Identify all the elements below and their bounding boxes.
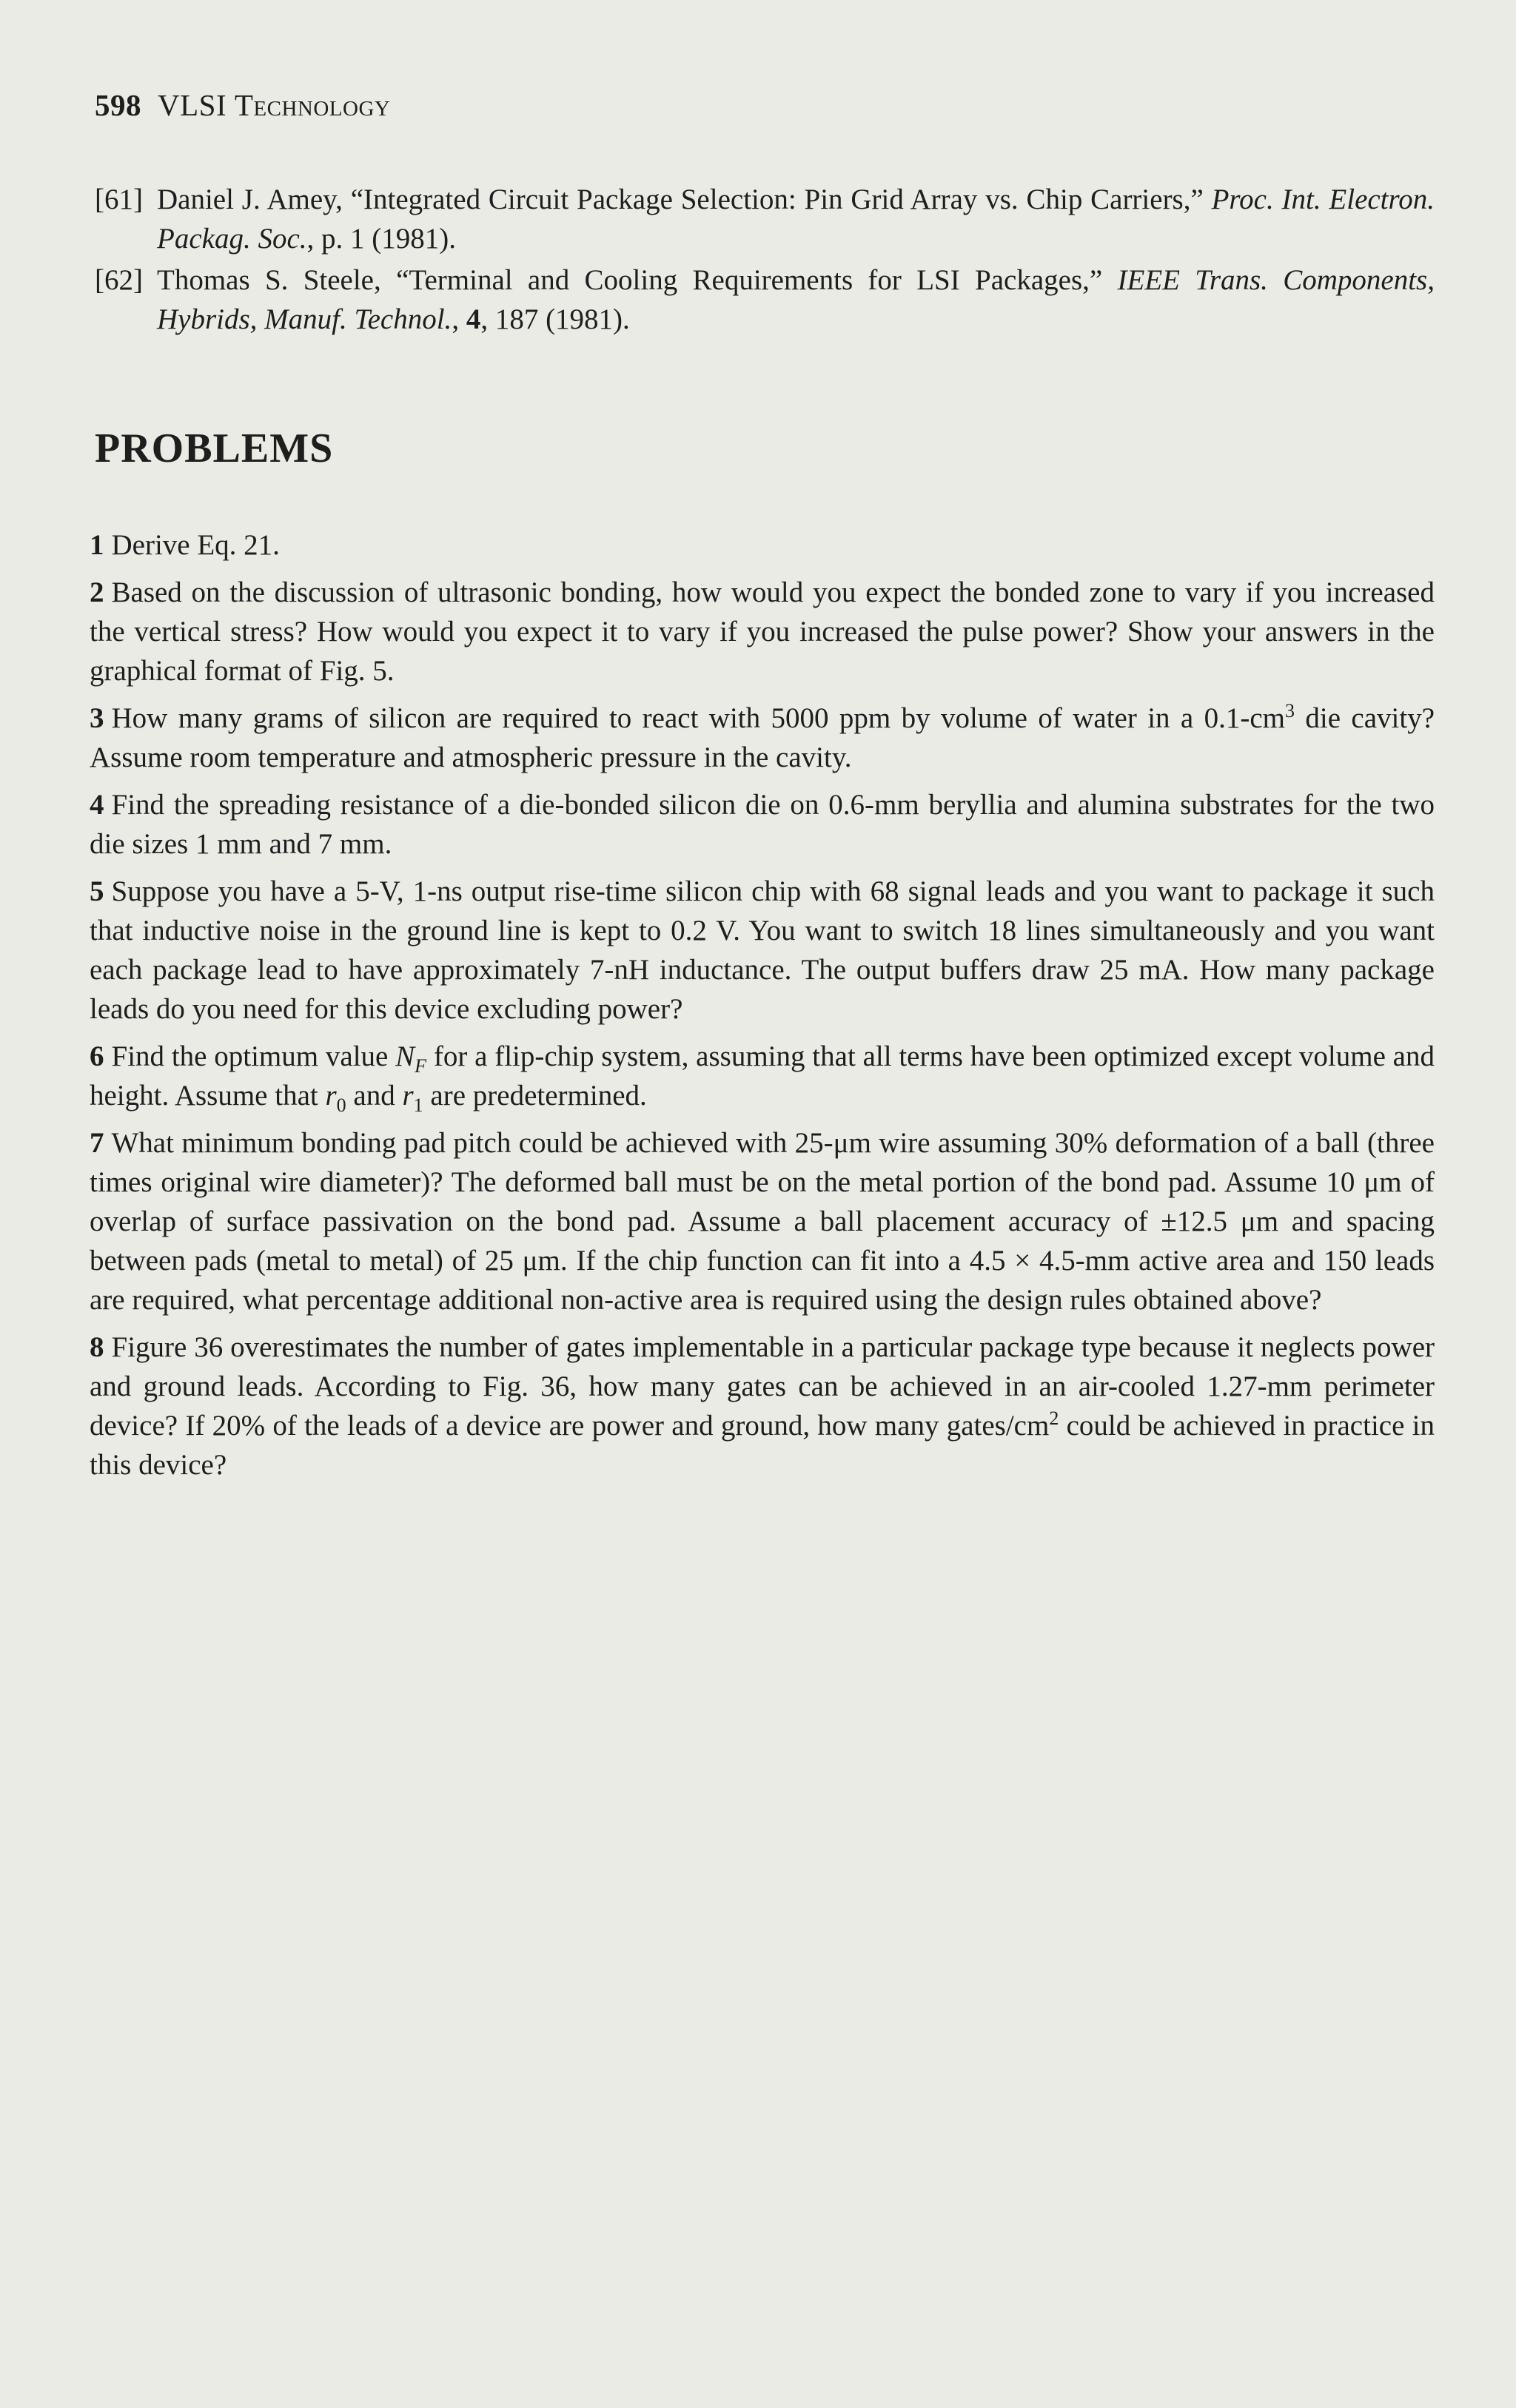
variable-r: r xyxy=(325,1080,337,1111)
reference-details: , 187 (1981). xyxy=(480,303,630,335)
reference-number: [62] xyxy=(95,264,143,296)
running-head xyxy=(95,87,390,123)
reference-title: “Integrated Circuit Package Selection: Pin Grid Array vs. Chip Carriers,” xyxy=(350,184,1204,215)
variable-n: N xyxy=(395,1040,415,1072)
problem-text-cont: and xyxy=(346,1080,403,1111)
subscript-1: 1 xyxy=(413,1094,423,1116)
problem-number: 2 xyxy=(90,576,104,608)
problem-text: How many grams of silicon are required to react with 5000 ppm by volume of water in a 0.1-cm xyxy=(111,702,1285,734)
problem-text: Find the optimum value xyxy=(111,1040,396,1072)
problem-text-cont: die cavity? Assume room temperature and atmospheric pressure in the cavity. xyxy=(90,702,1435,773)
reference-number: [61] xyxy=(95,184,143,215)
problem-text: Derive Eq. 21. xyxy=(111,529,280,561)
reference-61 xyxy=(95,180,1435,258)
page-number: 598 xyxy=(95,88,141,122)
problem-5 xyxy=(90,872,1435,1029)
problem-text: Figure 36 overestimates the number of gates implementable in a particular package type because it neglects power and ground leads. According to Fig. 36, how many gates can be achieved in an air-cooled 1.27-mm perimeter device? If 20% of the leads of a device are power and ground, how many gates/cm xyxy=(90,1331,1435,1442)
running-title-smallcaps: Technology xyxy=(234,88,391,122)
running-title: VLSI xyxy=(158,88,227,122)
problem-4 xyxy=(90,785,1435,864)
problem-1 xyxy=(90,525,1435,565)
problem-6 xyxy=(90,1037,1435,1115)
section-heading: PROBLEMS xyxy=(95,426,334,471)
problem-7 xyxy=(90,1123,1435,1319)
superscript: 2 xyxy=(1049,1408,1059,1429)
problem-text-cont: could be achieved in practice in this device? xyxy=(90,1410,1435,1481)
reference-62 xyxy=(95,260,1435,339)
reference-details: , p. 1 (1981). xyxy=(306,223,456,255)
reference-author: Thomas S. Steele, xyxy=(157,264,381,296)
reference-journal: IEEE Trans. Components, Hybrids, Manuf. Technol. xyxy=(157,264,1435,335)
problem-text-cont: are predetermined. xyxy=(423,1080,647,1111)
reference-journal: Proc. Int. Electron. Packag. Soc. xyxy=(157,184,1435,255)
problem-number: 5 xyxy=(90,875,104,907)
problem-number: 3 xyxy=(90,702,104,734)
reference-title: “Terminal and Cooling Requirements for LSI Packages,” xyxy=(396,264,1103,296)
problem-text: Based on the discussion of ultrasonic bonding, how would you expect the bonded zone to vary if you increased the vertical stress? How would you expect it to vary if you increased the pulse power? Show your answers in the graphical format of Fig. 5. xyxy=(90,576,1435,687)
problem-number: 1 xyxy=(90,529,104,561)
subscript-f: F xyxy=(415,1055,427,1077)
problem-3 xyxy=(90,699,1435,777)
problem-text: Find the spreading resistance of a die-bonded silicon die on 0.6-mm beryllia and alumina substrates for the two die sizes 1 mm and 7 mm. xyxy=(90,789,1435,860)
problem-number: 8 xyxy=(90,1331,104,1363)
problem-number: 7 xyxy=(90,1127,104,1159)
problem-text: Suppose you have a 5-V, 1-ns output rise-time silicon chip with 68 signal leads and you want to package it such that inductive noise in the ground line is kept to 0.2 V. You want to switch 18 lines simultaneously and you want each package lead to have approximately 7-nH inductance. The output buffers draw 25 mA. How many package leads do you need for this device excluding power? xyxy=(90,875,1435,1025)
variable-r: r xyxy=(402,1080,414,1111)
reference-list xyxy=(95,180,1435,341)
problem-number: 4 xyxy=(90,789,104,821)
problem-number: 6 xyxy=(90,1040,104,1072)
problem-text: What minimum bonding pad pitch could be achieved with 25-μm wire assuming 30% deformation of a ball (three times original wire diameter)? The deformed ball must be on the metal portion of the bond pad. Assume 10 μm of overlap of surface passivation on the bond pad. Assume a ball placement accuracy of ±12.5 μm and spacing between pads (metal to metal) of 25 μm. If the chip function can fit into a 4.5 × 4.5-mm active area and 150 leads are required, what percentage additional non-active area is required using the design rules obtained above? xyxy=(90,1127,1435,1316)
problem-2 xyxy=(90,573,1435,690)
reference-author: Daniel J. Amey, xyxy=(157,184,343,215)
superscript: 3 xyxy=(1285,700,1295,722)
reference-volume: 4 xyxy=(466,303,481,335)
problem-8 xyxy=(90,1328,1435,1484)
subscript-0: 0 xyxy=(336,1094,346,1116)
reference-separator: , xyxy=(452,303,466,335)
problem-list xyxy=(90,525,1435,1493)
problem-text-cont: for a flip-chip system, assuming that all terms have been optimized except volume and height. Assume that xyxy=(90,1040,1435,1111)
